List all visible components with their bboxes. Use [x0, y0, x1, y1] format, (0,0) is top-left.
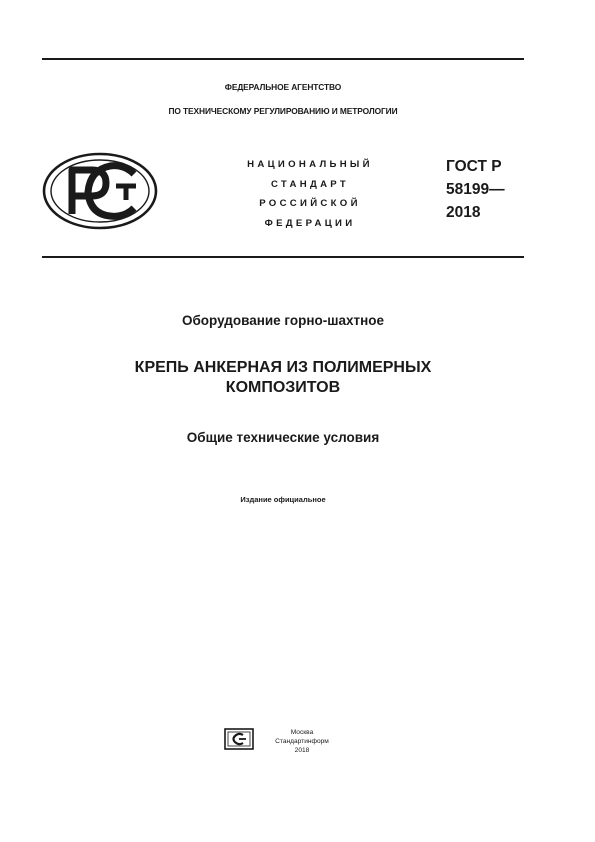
publisher-city: Москва — [290, 729, 314, 736]
agency-line-1: ФЕДЕРАЛЬНОЕ АГЕНТСТВО — [224, 82, 342, 92]
standard-number-year: 2018 — [446, 204, 481, 221]
publisher-name: Стандартинформ — [275, 738, 329, 745]
agency-line-2: ПО ТЕХНИЧЕСКОМУ РЕГУЛИРОВАНИЮ И МЕТРОЛОГИИ — [168, 106, 398, 116]
document-title — [42, 358, 524, 398]
standard-title-line: СТАНДАРТ — [270, 178, 350, 190]
standard-number — [446, 155, 505, 224]
bottom-rule — [42, 256, 524, 258]
document-conditions: Общие технические условия — [186, 430, 380, 445]
top-rule — [42, 58, 524, 60]
standard-number-code: 58199— — [446, 181, 505, 198]
standartinform-logo-icon — [224, 728, 254, 750]
standard-title-line: ФЕДЕРАЦИИ — [264, 217, 356, 229]
document-subtitle: Оборудование горно-шахтное — [181, 313, 385, 328]
publisher-info — [262, 728, 342, 755]
edition-note: Издание официальное — [240, 495, 326, 504]
standard-number-prefix: ГОСТ Р — [446, 158, 502, 175]
standard-title-line: НАЦИОНАЛЬНЫЙ — [247, 159, 373, 170]
standard-title — [210, 155, 410, 233]
publisher-year: 2018 — [294, 747, 310, 754]
document-title-line-2: КОМПОЗИТОВ — [225, 379, 341, 396]
document-title-line-1: КРЕПЬ АНКЕРНАЯ ИЗ ПОЛИМЕРНЫХ — [134, 359, 432, 376]
gost-r-certification-icon — [42, 152, 158, 230]
standard-title-line: РОССИЙСКОЙ — [259, 198, 361, 209]
